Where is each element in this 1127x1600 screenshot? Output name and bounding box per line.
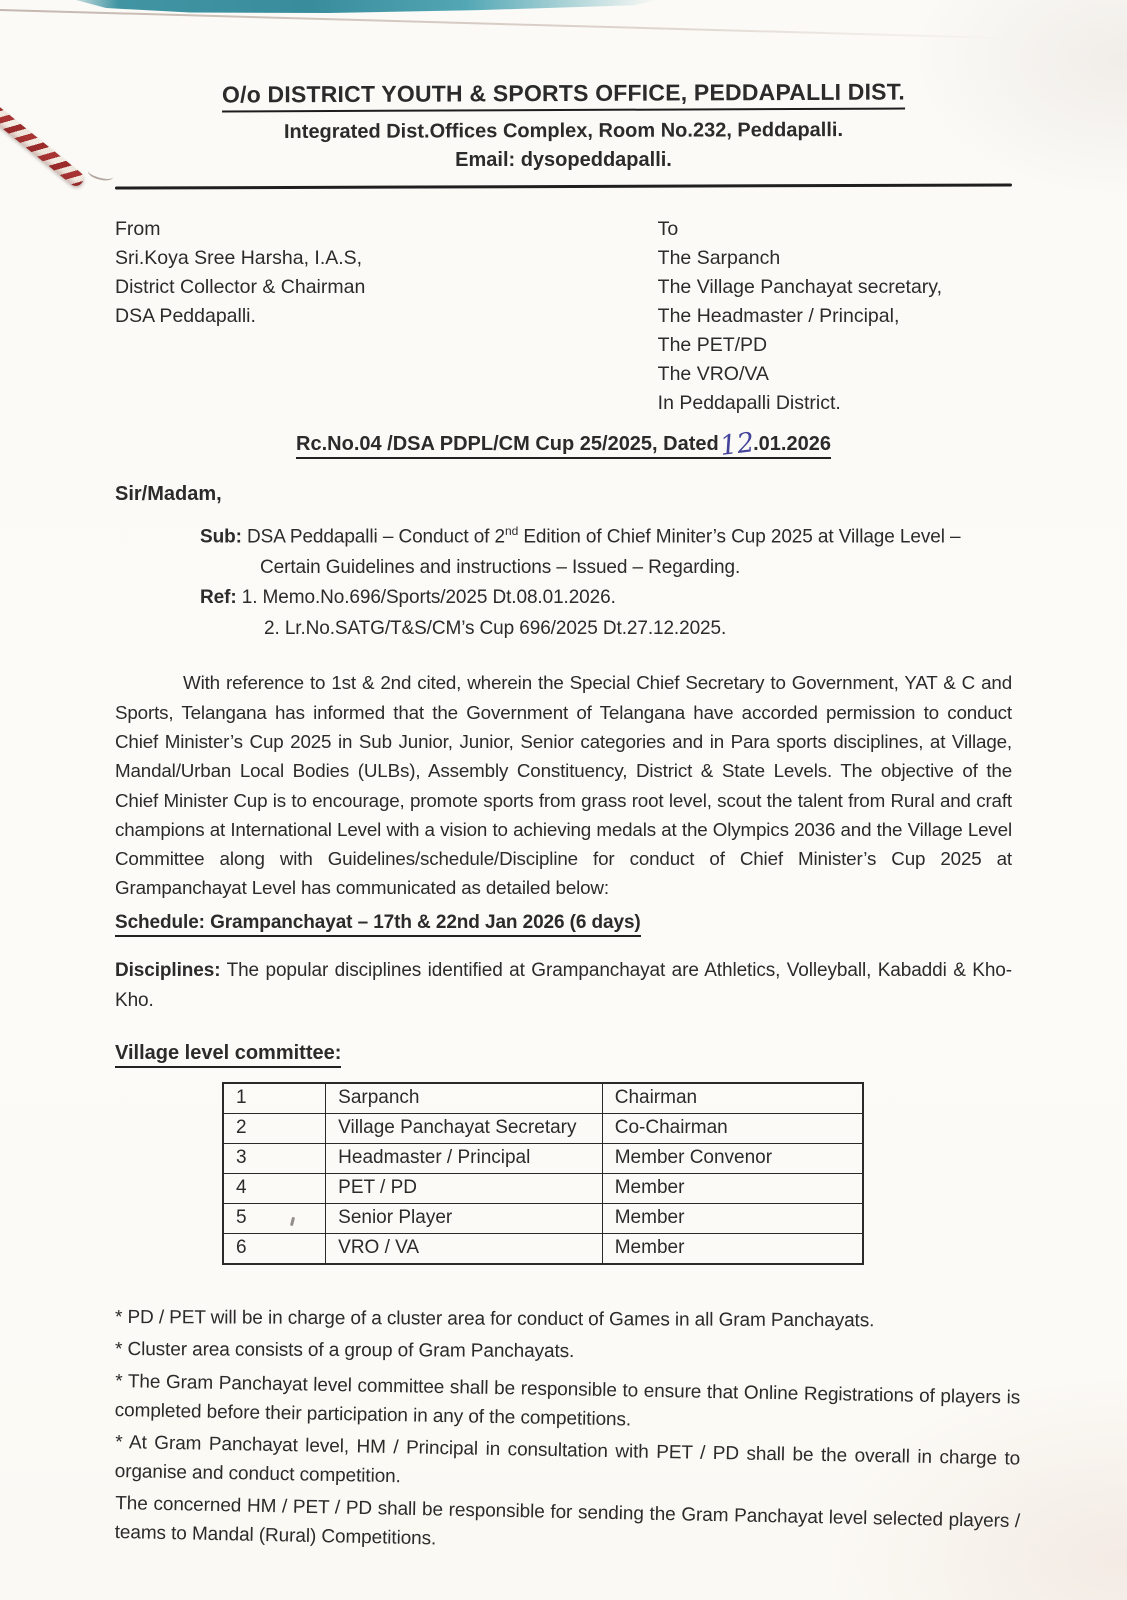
cell-serial: 1 <box>223 1083 326 1114</box>
to-line: In Peddapalli District. <box>657 392 841 414</box>
committee-table-wrapper <box>222 1082 1012 1265</box>
subject-label: Sub: <box>200 526 242 548</box>
cell-role: Member <box>602 1173 863 1203</box>
handwritten-date: 12 <box>717 427 756 462</box>
disciplines-text: The popular disciplines identified at Grampanchayat are Athletics, Volleyball, Kabaddi & Kho-Kho. <box>115 959 1012 1011</box>
committee-heading: Village level committee: <box>115 1042 341 1068</box>
cell-role: Chairman <box>602 1083 863 1114</box>
table-row <box>223 1173 863 1203</box>
body-paragraph: With reference to 1st & 2nd cited, wherein the Special Chief Secretary to Government, YAT & C and Sports, Telangana has informed that the Government of Telangana have accorded permission to conduct Chief Minister’s Cup 2025 in Sub Junior, Junior, Senior categories and in Para sports disciplines, at Village, Mandal/Urban Local Bodies (ULBs), Assembly Constituency, District & State Levels. The objective of the Chief Minister Cup is to encourage, promote sports from grass root level, scout the talent from Rural and craft champions at International Level with a vision to achieving medals at the Olympics 2036 and the Village Level Committee along with Guidelines/schedule/Discipline for conduct of Chief Minister’s Cup 2025 at Grampanchayat Level has communicated as detailed below: <box>115 672 1012 899</box>
reference-line-2: 2. Lr.No.SATG/T&S/CM’s Cup 696/2025 Dt.27.12.2025. <box>264 617 727 639</box>
address-blocks <box>115 215 1012 418</box>
subject-ordinal-sup: nd <box>505 524 519 538</box>
cell-position: Village Panchayat Secretary <box>326 1113 603 1143</box>
reference-number-line <box>296 427 831 462</box>
cell-role: Co-Chairman <box>602 1113 863 1143</box>
to-line: The Village Panchayat secretary, <box>657 276 943 298</box>
rc-date-suffix: .01.2026 <box>753 433 831 455</box>
committee-table <box>222 1082 864 1265</box>
to-line: The Sarpanch <box>657 247 781 269</box>
cell-serial: 5 <box>223 1203 326 1233</box>
cell-role: Member <box>602 1203 863 1233</box>
subject-reference-block <box>200 516 1012 644</box>
table-row <box>223 1083 863 1114</box>
cell-position: PET / PD <box>326 1173 603 1203</box>
to-line: The PET/PD <box>657 334 768 356</box>
cell-position: Headmaster / Principal <box>326 1143 603 1173</box>
office-address: Integrated Dist.Offices Complex, Room No.232, Peddapalli. <box>283 119 844 143</box>
from-line: District Collector & Chairman <box>115 276 366 298</box>
cell-serial: 6 <box>223 1233 326 1264</box>
cell-serial: 4 <box>223 1173 326 1203</box>
disciplines-label: Disciplines: <box>115 959 221 981</box>
note-line: * PD / PET will be in charge of a cluster area for conduct of Games in all Gram Panchayats. <box>114 1306 875 1332</box>
salutation: Sir/Madam, <box>115 483 222 505</box>
subject-line-2: Certain Guidelines and instructions – Issued – Regarding. <box>260 556 741 578</box>
office-email: Email: dysopeddapalli. <box>455 149 672 171</box>
cell-position: Senior Player <box>326 1203 603 1233</box>
table-row <box>223 1203 863 1233</box>
to-line: The VRO/VA <box>657 363 769 385</box>
letterhead <box>115 0 1012 188</box>
to-label: To <box>657 218 679 240</box>
to-line: The Headmaster / Principal, <box>657 305 900 327</box>
disciplines-paragraph <box>115 956 1012 1016</box>
reference-number-row <box>115 427 1012 462</box>
from-line: DSA Peddapalli. <box>115 305 256 327</box>
note-line: The concerned HM / PET / PD shall be responsible for sending the Gram Panchayat level selected players / teams to Mandal (Rural) Competitions. <box>114 1492 1021 1550</box>
reference-label: Ref: <box>200 587 237 609</box>
cell-position: Sarpanch <box>326 1083 603 1114</box>
cell-serial: 3 <box>223 1143 326 1173</box>
from-block <box>115 215 658 418</box>
reference-line-1 <box>200 583 1012 614</box>
note-line: * At Gram Panchayat level, HM / Principal in consultation with PET / PD shall be the overall in charge to organise and conduct competition. <box>114 1431 1021 1487</box>
office-title: O/o DISTRICT YOUTH & SPORTS OFFICE, PEDDAPALLI DIST. <box>222 79 905 113</box>
from-label: From <box>115 218 161 240</box>
to-block <box>658 215 1012 418</box>
table-row <box>223 1233 863 1264</box>
letterhead-rule <box>115 183 1012 189</box>
from-line: Sri.Koya Sree Harsha, I.A.S, <box>115 247 363 269</box>
table-row <box>223 1143 863 1173</box>
cell-serial: 2 <box>223 1113 326 1143</box>
schedule-line: Schedule: Grampanchayat – 17th & 22nd Jan 2026 (6 days) <box>115 912 641 937</box>
subject-line-1 <box>200 516 1012 553</box>
reference-item: 1. Memo.No.696/Sports/2025 Dt.08.01.2026. <box>241 587 616 609</box>
cell-role: Member <box>602 1233 863 1264</box>
cell-position: VRO / VA <box>326 1233 603 1264</box>
cell-role: Member Convenor <box>602 1143 863 1173</box>
guideline-notes <box>114 1303 1021 1550</box>
table-row <box>223 1113 863 1143</box>
rc-number-text: Rc.No.04 /DSA PDPL/CM Cup 25/2025, Dated <box>296 433 719 455</box>
note-line: * The Gram Panchayat level committee shall be responsible to ensure that Online Registrations of players is completed before their participation in any of the competitions. <box>114 1370 1021 1431</box>
subject-text-2: Edition of Chief Miniter’s Cup 2025 at Village Level – <box>518 526 961 548</box>
subject-text-1: DSA Peddapalli – Conduct of 2 <box>247 526 505 548</box>
note-line: * Cluster area consists of a group of Gram Panchayats. <box>114 1338 575 1362</box>
